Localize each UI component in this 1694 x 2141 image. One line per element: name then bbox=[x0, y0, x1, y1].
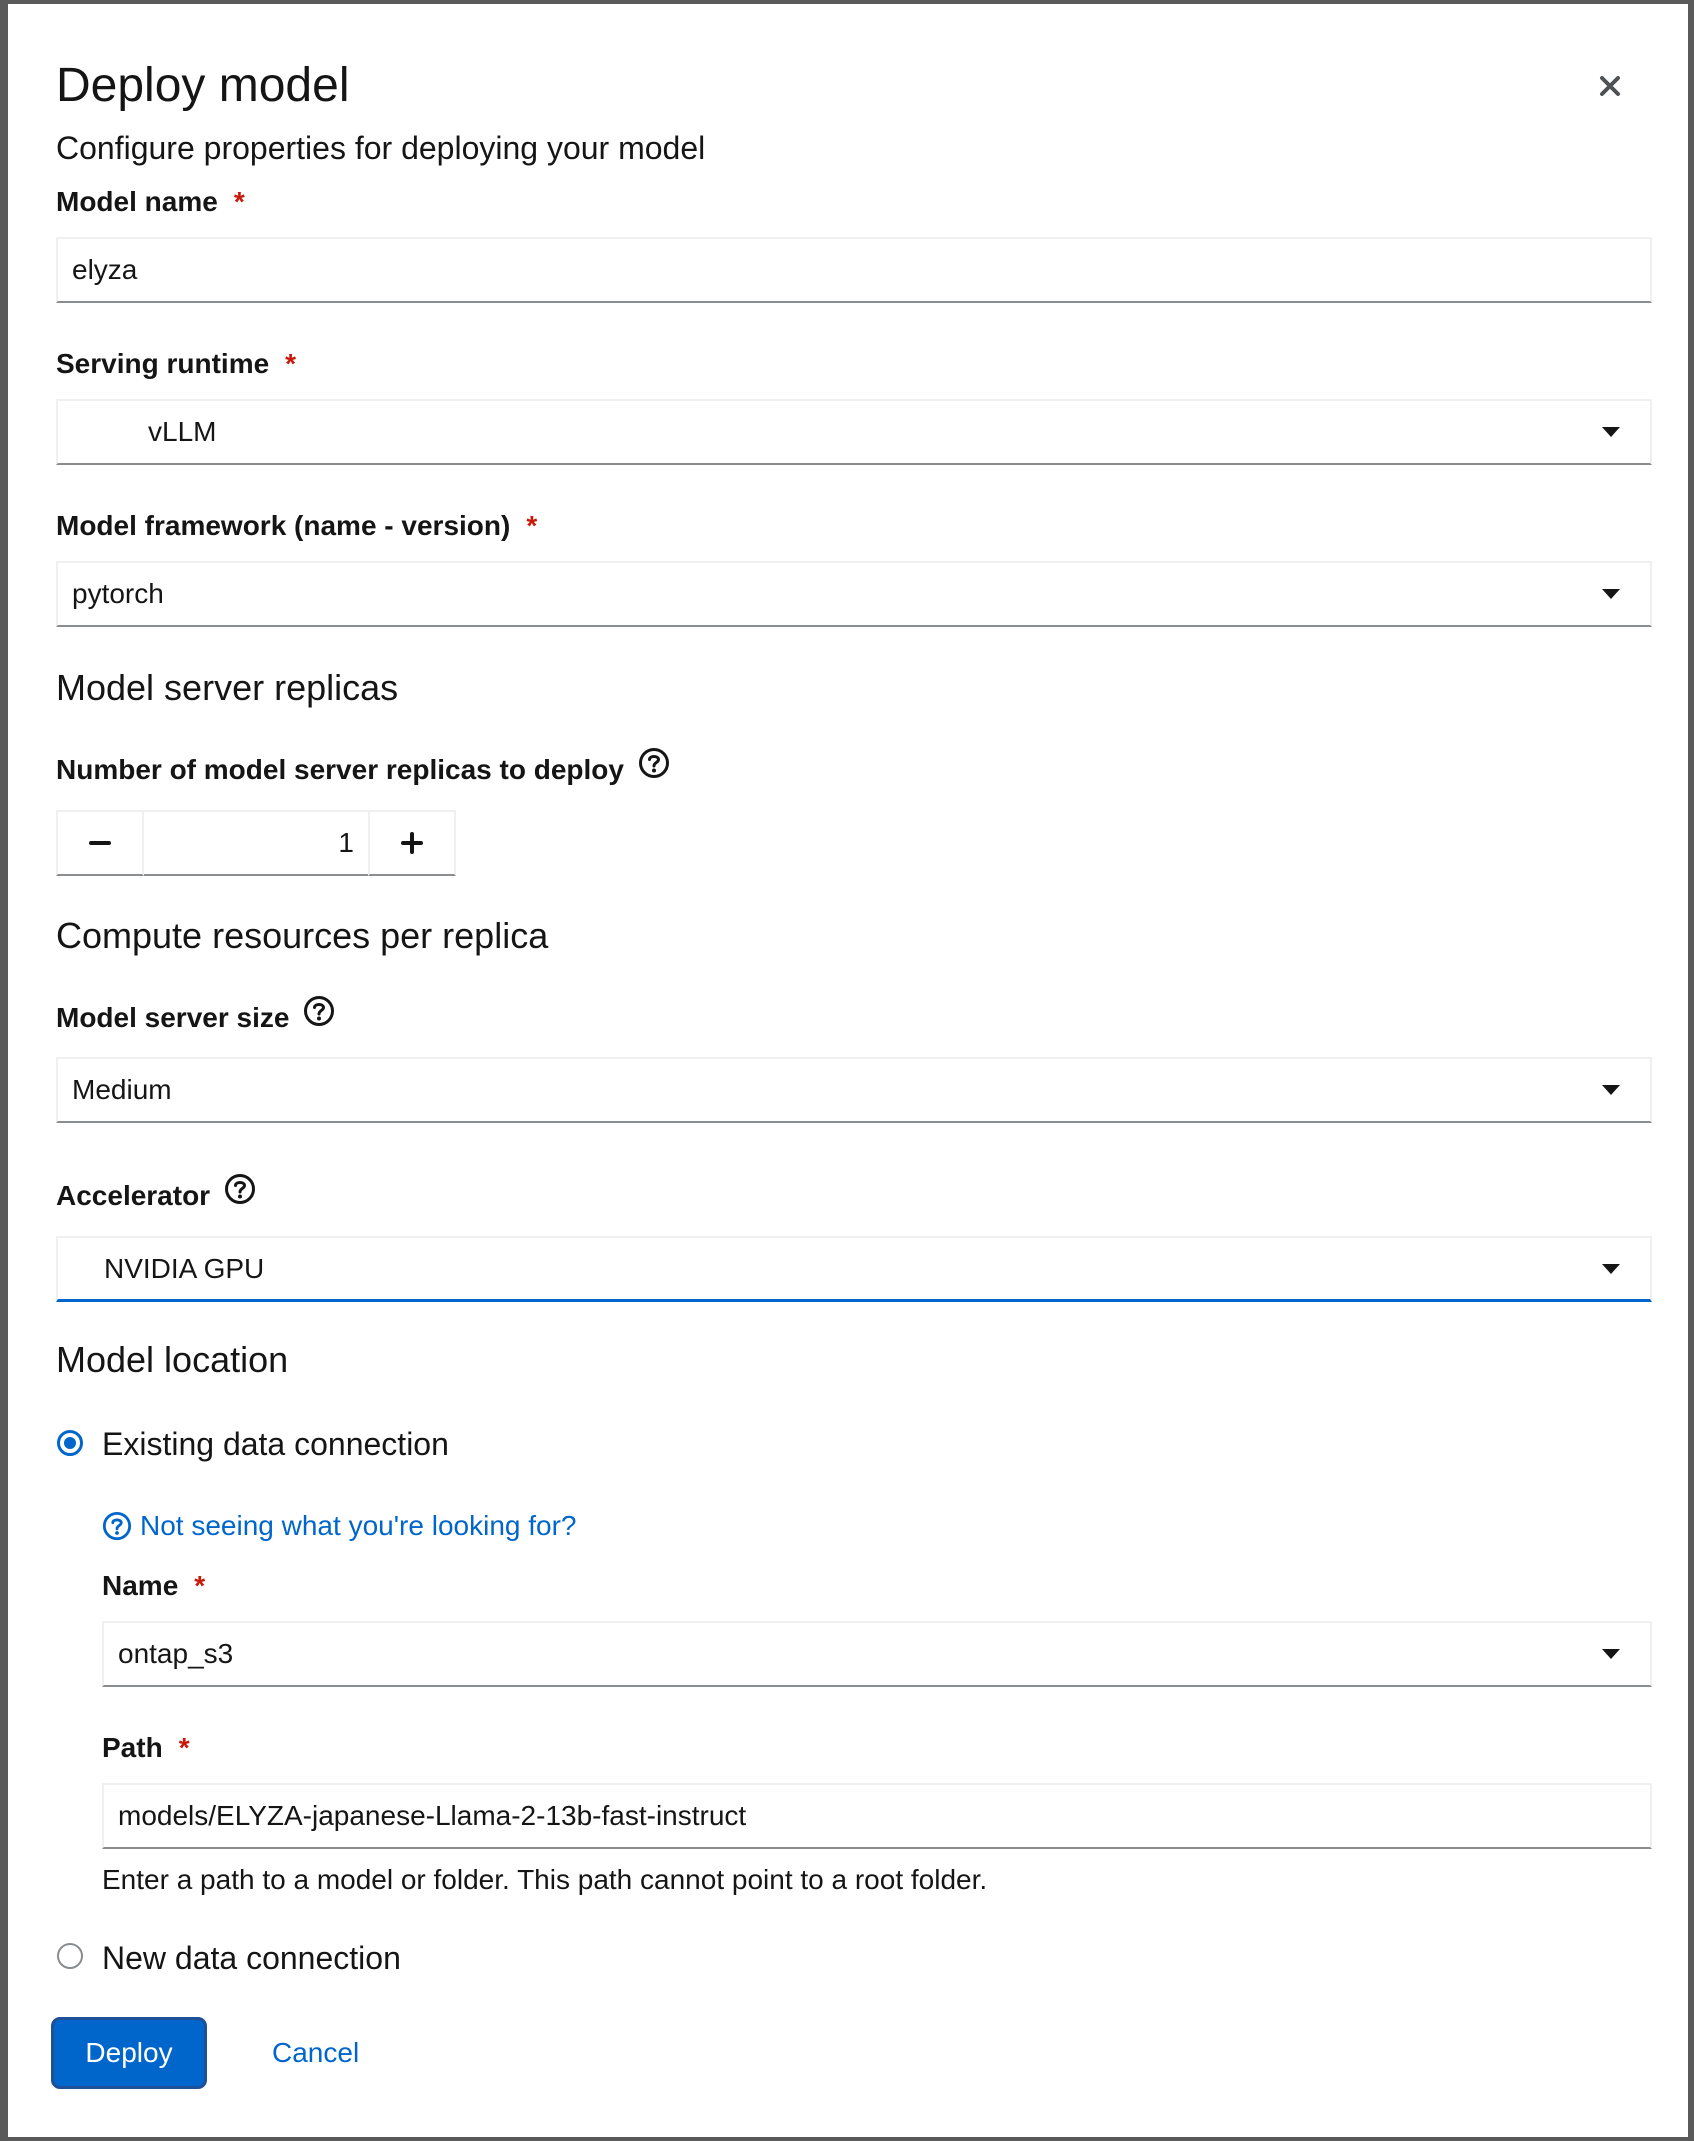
model-server-size-label: Model server size bbox=[56, 998, 335, 1041]
close-button[interactable] bbox=[1590, 66, 1630, 106]
minus-icon bbox=[89, 832, 111, 854]
close-icon bbox=[1599, 75, 1621, 97]
plus-icon bbox=[401, 832, 423, 854]
required-mark: * bbox=[285, 348, 297, 379]
deploy-button[interactable]: Deploy bbox=[54, 2020, 204, 2086]
model-framework-label: Model framework (name - version) * bbox=[56, 510, 538, 541]
replicas-input[interactable]: 1 bbox=[144, 810, 368, 876]
caret-down-icon bbox=[1602, 1264, 1620, 1274]
increment-button[interactable] bbox=[368, 810, 456, 876]
model-server-size-select[interactable]: Medium bbox=[56, 1057, 1652, 1123]
serving-runtime-label: Serving runtime * bbox=[56, 348, 297, 379]
path-helper-text: Enter a path to a model or folder. This path cannot point to a root folder. bbox=[102, 1864, 988, 1895]
required-mark: * bbox=[233, 186, 245, 217]
decrement-button[interactable] bbox=[56, 810, 144, 876]
caret-down-icon bbox=[1602, 1649, 1620, 1659]
path-label: Path * bbox=[102, 1732, 190, 1763]
path-input[interactable]: models/ELYZA-japanese-Llama-2-13b-fast-instruct bbox=[102, 1783, 1652, 1849]
existing-connection-label[interactable]: Existing data connection bbox=[102, 1426, 449, 1462]
model-framework-select[interactable]: pytorch bbox=[56, 561, 1652, 627]
help-icon bbox=[102, 1511, 132, 1541]
caret-down-icon bbox=[1602, 589, 1620, 599]
help-icon[interactable] bbox=[224, 1173, 256, 1216]
dialog-title: Deploy model bbox=[56, 59, 350, 112]
dialog-subtitle: Configure properties for deploying your model bbox=[56, 130, 706, 166]
accelerator-select[interactable]: NVIDIA GPU bbox=[56, 1236, 1652, 1302]
compute-section-title: Compute resources per replica bbox=[56, 915, 549, 956]
connection-name-select[interactable]: ontap_s3 bbox=[102, 1621, 1652, 1687]
deploy-model-dialog bbox=[8, 4, 1688, 2137]
accelerator-label: Accelerator bbox=[56, 1176, 256, 1219]
cancel-button[interactable]: Cancel bbox=[272, 2037, 360, 2068]
model-name-input[interactable]: elyza bbox=[56, 237, 1652, 303]
help-icon[interactable] bbox=[303, 995, 335, 1038]
not-seeing-link[interactable]: Not seeing what you're looking for? bbox=[102, 1506, 577, 1546]
connection-name-label: Name * bbox=[102, 1570, 206, 1601]
caret-down-icon bbox=[1602, 1085, 1620, 1095]
required-mark: * bbox=[194, 1570, 206, 1601]
location-section-title: Model location bbox=[56, 1339, 289, 1380]
new-connection-label[interactable]: New data connection bbox=[102, 1940, 401, 1976]
model-name-label: Model name * bbox=[56, 186, 245, 217]
existing-connection-radio[interactable] bbox=[57, 1430, 83, 1456]
caret-down-icon bbox=[1602, 427, 1620, 437]
serving-runtime-select[interactable]: vLLM bbox=[56, 399, 1652, 465]
replicas-label: Number of model server replicas to deploy bbox=[56, 750, 670, 793]
new-connection-radio[interactable] bbox=[57, 1943, 83, 1969]
required-mark: * bbox=[526, 510, 538, 541]
help-icon[interactable] bbox=[638, 747, 670, 790]
replicas-section-title: Model server replicas bbox=[56, 667, 399, 708]
required-mark: * bbox=[178, 1732, 190, 1763]
